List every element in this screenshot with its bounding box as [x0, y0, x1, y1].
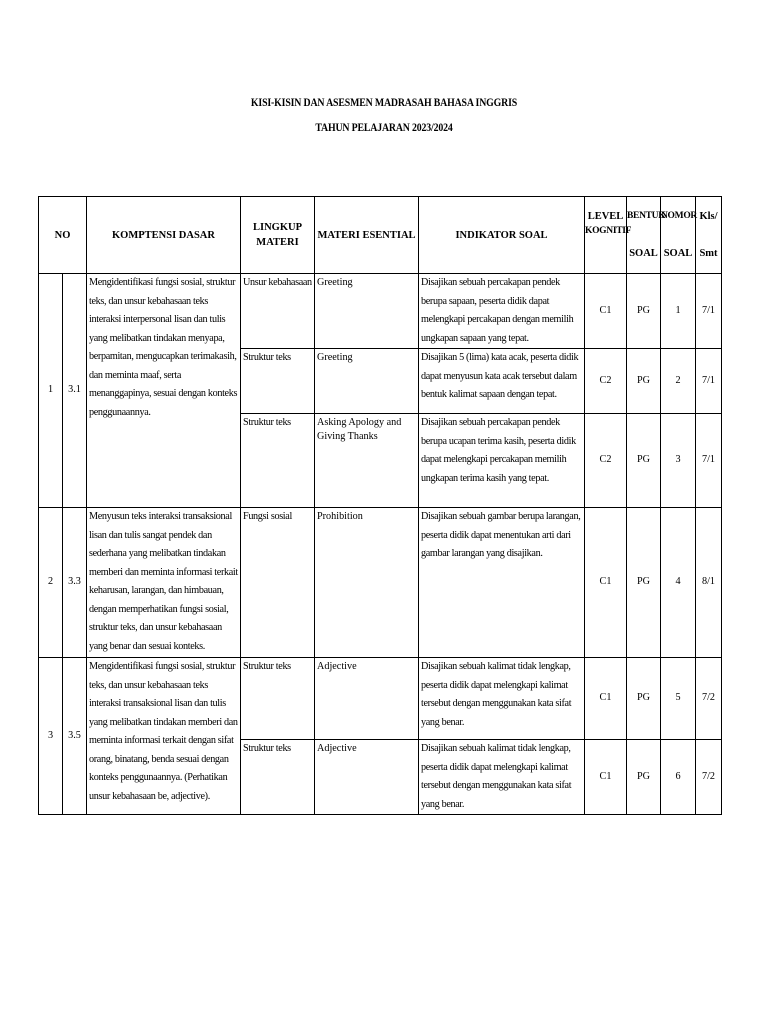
header-nomor-line1: NOMOR — [661, 211, 697, 221]
header-lingkup-materi: LINGKUP MATERI — [241, 197, 315, 274]
document-subtitle: TAHUN PELAJARAN 2023/2024 — [315, 120, 453, 134]
header-level-line1: LEVEL — [587, 211, 624, 222]
header-kls-line1: Kls/ — [699, 211, 718, 222]
table-row — [39, 658, 722, 740]
kd-number: 3.3 — [63, 508, 87, 658]
lingkup-materi: Struktur teks — [241, 740, 315, 815]
kls-smt: 7/1 — [696, 349, 722, 414]
bentuk-soal: PG — [627, 508, 661, 658]
header-bentuk-soal — [627, 197, 666, 274]
level-kognitif: C1 — [585, 274, 627, 349]
bentuk-soal: PG — [627, 349, 661, 414]
table-row — [39, 508, 722, 658]
lingkup-materi: Struktur teks — [241, 414, 315, 508]
indikator-soal: Disajikan sebuah percakapan pendek berupa ucapan terima kasih, peserta didik dapat melengkapi percakapan memilih ungkapan terima kasih yang tepat. — [419, 414, 585, 508]
lingkup-materi: Struktur teks — [241, 349, 315, 414]
materi-esential: Asking Apology and Giving Thanks — [315, 414, 419, 508]
lingkup-materi: Unsur kebahasaan — [241, 274, 315, 349]
materi-esential: Adjective — [315, 658, 419, 740]
indikator-soal: Disajikan sebuah kalimat tidak lengkap, peserta didik dapat melengkapi kalimat tersebut dengan menggunakan kata sifat yang benar. — [419, 658, 585, 740]
header-kompetensi-dasar: KOMPTENSI DASAR — [87, 197, 241, 274]
header-materi-esential: MATERI ESENTIAL — [315, 197, 419, 274]
header-no: NO — [39, 197, 87, 274]
header-indikator-soal: INDIKATOR SOAL — [419, 197, 585, 274]
header-kls-line2: Smt — [699, 248, 718, 259]
kls-smt: 7/1 — [696, 274, 722, 349]
table-row — [39, 274, 722, 349]
lingkup-materi: Fungsi sosial — [241, 508, 315, 658]
kd-number: 3.1 — [63, 274, 87, 508]
bentuk-soal: PG — [627, 740, 661, 815]
row-no: 3 — [39, 658, 63, 815]
lingkup-materi: Struktur teks — [241, 658, 315, 740]
kls-smt: 8/1 — [696, 508, 722, 658]
bentuk-soal: PG — [627, 274, 661, 349]
kompetensi-dasar-text: Mengidentifikasi fungsi sosial, struktur teks, dan unsur kebahasaan teks interaksi transaksional lisan dan tulis yang melibatkan tindakan memberi dan meminta informasi terkait dengan sifat orang, binatang, benda sesuai dengan konteks penggunaannya. (Perhatikan unsur kebahasaan be, adjective). — [87, 658, 241, 815]
header-level-line2: KOGNITIF — [585, 226, 632, 236]
kompetensi-dasar-text: Menyusun teks interaksi transaksional lisan dan tulis sangat pendek dan sederhana yang melibatkan tindakan memberi dan meminta informasi terkait keharusan, larangan, dan himbauan, dengan memperhatikan fungsi sosial, struktur teks, dan unsur kebahasaan yang benar dan sesuai konteks. — [87, 508, 241, 658]
level-kognitif: C2 — [585, 349, 627, 414]
kls-smt: 7/2 — [696, 740, 722, 815]
header-bentuk-line1: BENTUK — [627, 211, 666, 221]
header-kls-smt — [696, 197, 722, 274]
nomor-soal: 6 — [661, 740, 696, 815]
table-header-row — [39, 197, 722, 274]
bentuk-soal: PG — [627, 658, 661, 740]
kls-smt: 7/2 — [696, 658, 722, 740]
kompetensi-dasar-text: Mengidentifikasi fungsi sosial, struktur teks, dan unsur kebahasaan teks interaksi interpersonal lisan dan tulis yang melibatkan tindakan menyapa, berpamitan, mengucapkan terimakasih, dan meminta maaf, serta menanggapinya, sesuai dengan konteks penggunaannya. — [87, 274, 241, 508]
header-nomor-line2: SOAL — [663, 248, 693, 259]
document-title: KISI-KISIN DAN ASESMEN MADRASAH BAHASA INGGRIS — [250, 95, 518, 109]
level-kognitif: C1 — [585, 740, 627, 815]
row-no: 1 — [39, 274, 63, 508]
indikator-soal: Disajikan 5 (lima) kata acak, peserta didik dapat menyusun kata acak tersebut dalam bentuk kalimat sapaan dengan tepat. — [419, 349, 585, 414]
kd-number: 3.5 — [63, 658, 87, 815]
nomor-soal: 1 — [661, 274, 696, 349]
header-nomor-soal — [661, 197, 696, 274]
level-kognitif: C1 — [585, 508, 627, 658]
indikator-soal: Disajikan sebuah kalimat tidak lengkap, peserta didik dapat melengkapi kalimat tersebut dengan menggunakan kata sifat yang benar. — [419, 740, 585, 815]
header-bentuk-line2: SOAL — [629, 248, 658, 259]
kisi-kisi-table — [38, 196, 722, 815]
header-level-kognitif — [585, 197, 632, 274]
row-no: 2 — [39, 508, 63, 658]
bentuk-soal: PG — [627, 414, 661, 508]
materi-esential: Greeting — [315, 274, 419, 349]
level-kognitif: C2 — [585, 414, 627, 508]
nomor-soal: 5 — [661, 658, 696, 740]
materi-esential: Prohibition — [315, 508, 419, 658]
materi-esential: Adjective — [315, 740, 419, 815]
indikator-soal: Disajikan sebuah percakapan pendek berupa sapaan, peserta didik dapat melengkapi percakapan dengan memilih ungkapan sapaan yang tepat. — [419, 274, 585, 349]
nomor-soal: 4 — [661, 508, 696, 658]
level-kognitif: C1 — [585, 658, 627, 740]
nomor-soal: 2 — [661, 349, 696, 414]
materi-esential: Greeting — [315, 349, 419, 414]
kls-smt: 7/1 — [696, 414, 722, 508]
nomor-soal: 3 — [661, 414, 696, 508]
indikator-soal: Disajikan sebuah gambar berupa larangan, peserta didik dapat menentukan arti dari gambar larangan yang disajikan. — [419, 508, 585, 658]
